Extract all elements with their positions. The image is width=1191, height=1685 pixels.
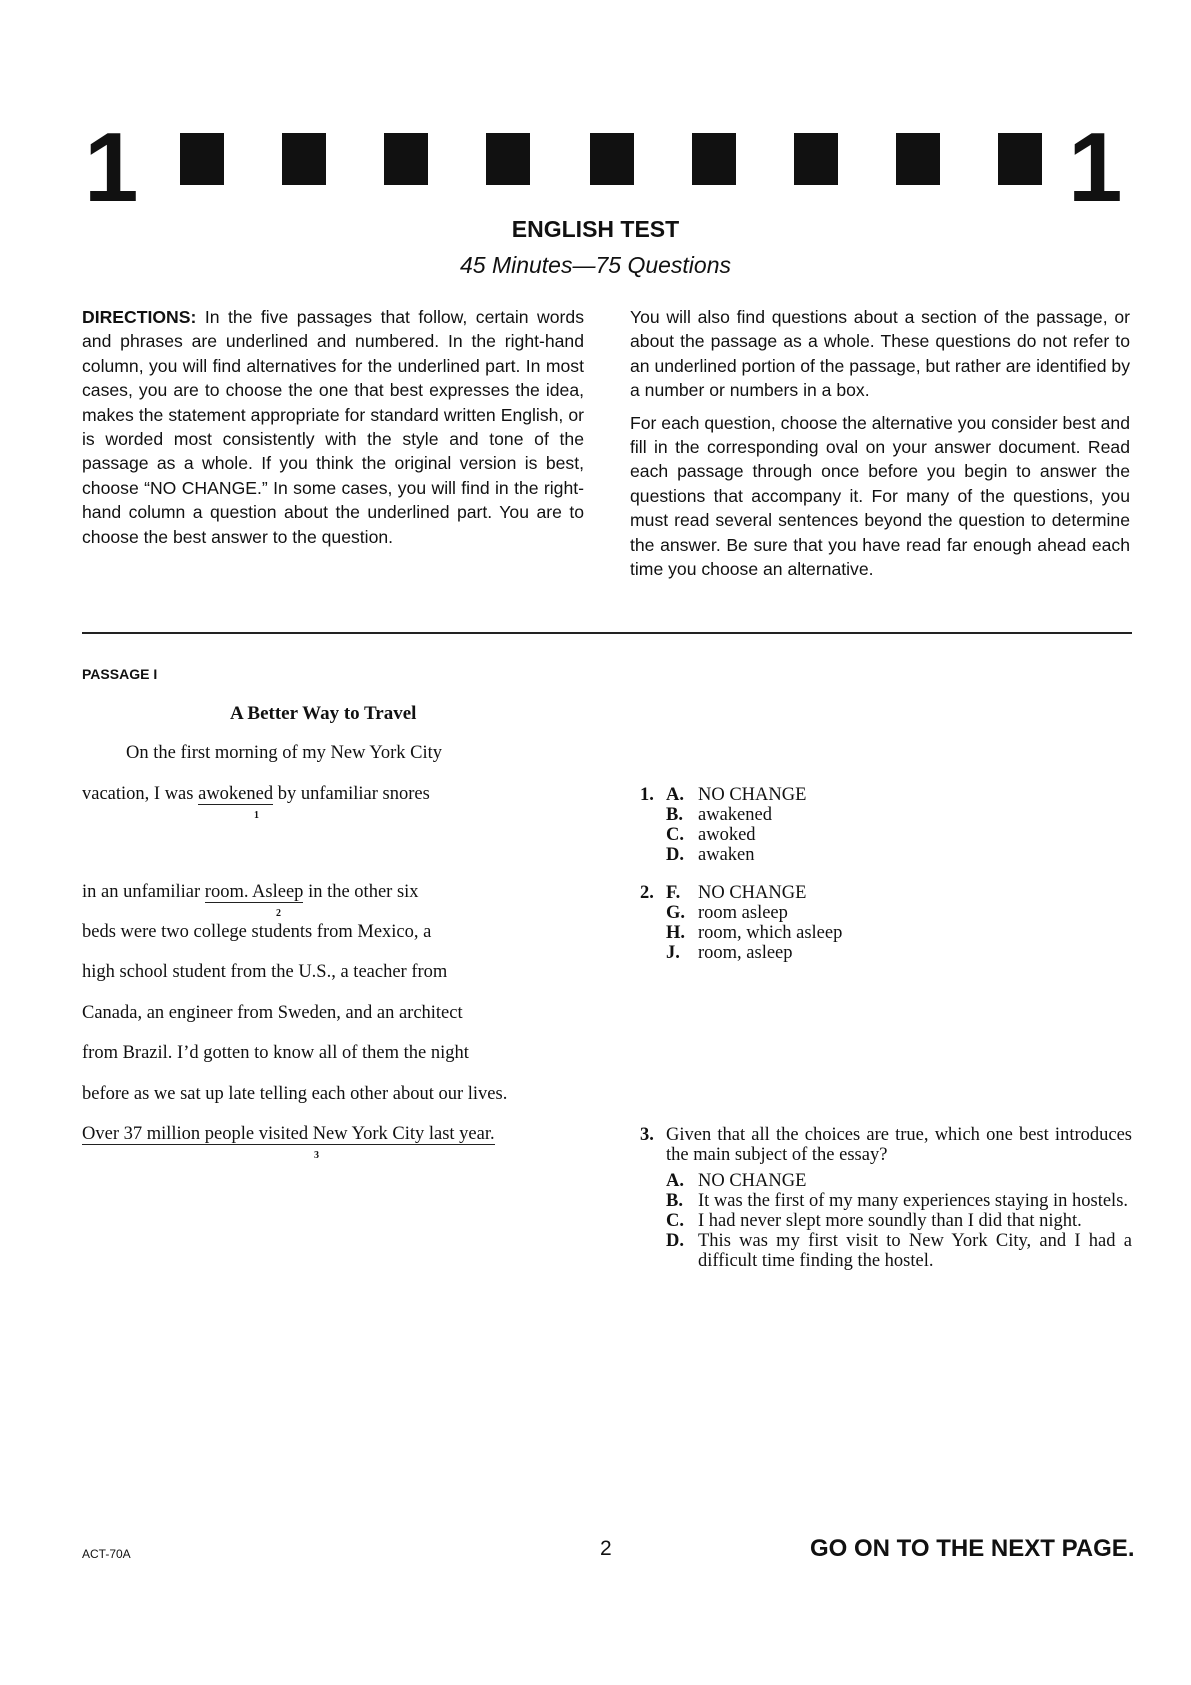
option-text: NO CHANGE bbox=[698, 883, 807, 903]
option-letter: D. bbox=[666, 845, 684, 865]
passage-line: Canada, an engineer from Sweden, and an architect bbox=[82, 1003, 463, 1023]
option-text: awakened bbox=[698, 805, 772, 825]
passage-line: before as we sat up late telling each other about our lives. bbox=[82, 1084, 508, 1104]
option-letter: C. bbox=[666, 1211, 684, 1231]
answer-option[interactable] bbox=[666, 883, 1130, 903]
passage-line: high school student from the U.S., a teacher from bbox=[82, 962, 448, 982]
directions-text: In the five passages that follow, certain words and phrases are underlined and numbered. In the right-hand column, you will find alternatives for the underlined part. In most cases, you are to choose the one that best expresses the idea, makes the statement appropriate for standard written English, or is worded most consistently with the style and tone of the passage as a whole. If you think the original version is best, choose “NO CHANGE.” In some cases, you will find in the right-hand column a question about the underlined part. You are to choose the best answer to the question. bbox=[82, 307, 584, 547]
underlined-portion-2: room. Asleep bbox=[204, 882, 304, 902]
underlined-portion-1: awokened bbox=[198, 784, 274, 804]
question-2 bbox=[640, 883, 1130, 963]
section-divider bbox=[82, 632, 1132, 634]
answer-option[interactable] bbox=[666, 943, 1130, 963]
directions-para: You will also find questions about a section of the passage, or about the passage as a whole. These questions do not refer to an underlined portion of the passage, but rather are identified by a number or numbers in a box. bbox=[630, 307, 1130, 401]
question-marker: 1 bbox=[254, 810, 259, 821]
option-text: room, which asleep bbox=[698, 923, 843, 943]
next-page-notice: GO ON TO THE NEXT PAGE. bbox=[810, 1535, 1135, 1562]
passage-text: in the other six bbox=[303, 882, 419, 902]
passage-line bbox=[82, 882, 419, 903]
test-title: ENGLISH TEST bbox=[511, 216, 680, 242]
header-square bbox=[486, 133, 530, 185]
passage-line bbox=[82, 784, 430, 805]
question-3 bbox=[640, 1125, 1132, 1271]
answer-option[interactable] bbox=[666, 1191, 1132, 1211]
section-number-left: 1 bbox=[84, 112, 139, 222]
passage-text: vacation, I was bbox=[82, 784, 199, 804]
answer-option[interactable] bbox=[666, 845, 1130, 865]
option-letter: J. bbox=[666, 943, 680, 963]
answer-option[interactable] bbox=[666, 1211, 1132, 1231]
form-code: ACT-70A bbox=[82, 1547, 131, 1561]
header-square bbox=[180, 133, 224, 185]
passage-label: PASSAGE I bbox=[82, 666, 158, 682]
option-text: awaken bbox=[698, 845, 755, 865]
question-stem: Given that all the choices are true, which one best introduces the main subject of the essay? bbox=[666, 1125, 1132, 1165]
header-square bbox=[692, 133, 736, 185]
page-number: 2 bbox=[600, 1537, 612, 1560]
answer-option[interactable] bbox=[666, 1231, 1132, 1271]
question-number: 2. bbox=[640, 883, 654, 903]
header-square bbox=[896, 133, 940, 185]
header-square bbox=[590, 133, 634, 185]
passage-line: On the first morning of my New York City bbox=[126, 743, 443, 763]
question-number: 3. bbox=[640, 1125, 654, 1145]
answer-option[interactable] bbox=[666, 805, 1130, 825]
option-text: NO CHANGE bbox=[698, 785, 807, 805]
option-text: This was my first visit to New York City, and I had a difficult time finding the hostel. bbox=[698, 1231, 1132, 1271]
option-letter: C. bbox=[666, 825, 684, 845]
option-text: NO CHANGE bbox=[698, 1171, 807, 1191]
option-text: room asleep bbox=[698, 903, 788, 923]
section-number-right: 1 bbox=[1068, 112, 1123, 222]
passage-text: by unfamiliar snores bbox=[273, 784, 430, 804]
directions-label: DIRECTIONS: bbox=[82, 307, 197, 327]
option-letter: F. bbox=[666, 883, 681, 903]
option-letter: G. bbox=[666, 903, 686, 923]
option-letter: A. bbox=[666, 1171, 684, 1191]
header-square bbox=[384, 133, 428, 185]
underlined-portion-3: Over 37 million people visited New York City last year. bbox=[82, 1124, 495, 1144]
header-square bbox=[998, 133, 1042, 185]
passage-text: in an unfamiliar bbox=[82, 882, 205, 902]
answer-option[interactable] bbox=[666, 785, 1130, 805]
option-letter: B. bbox=[666, 1191, 683, 1211]
question-number: 1. bbox=[640, 785, 654, 805]
answer-option[interactable] bbox=[666, 825, 1130, 845]
question-marker: 3 bbox=[314, 1150, 319, 1161]
directions-right bbox=[630, 305, 1130, 589]
option-text: It was the first of my many experiences staying in hostels. bbox=[698, 1191, 1129, 1211]
directions-left bbox=[82, 305, 584, 557]
option-letter: A. bbox=[666, 785, 684, 805]
passage-line: beds were two college students from Mexico, a bbox=[82, 922, 432, 942]
directions-para: For each question, choose the alternative you consider best and fill in the corresponding oval on your answer document. Read each passage through once before you begin to answer the questions that accompany it. For many of the questions, you must read several sentences beyond the question to determine the answer. Be sure that you have read far enough ahead each time you choose an alternative. bbox=[630, 412, 1130, 580]
passage-line bbox=[82, 1124, 495, 1145]
header-square bbox=[794, 133, 838, 185]
option-letter: B. bbox=[666, 805, 683, 825]
option-letter: H. bbox=[666, 923, 686, 943]
test-subtitle: 45 Minutes—75 Questions bbox=[459, 252, 732, 278]
option-letter: D. bbox=[666, 1231, 684, 1251]
passage-title: A Better Way to Travel bbox=[230, 703, 417, 724]
option-text: awoked bbox=[698, 825, 756, 845]
option-text: I had never slept more soundly than I did that night. bbox=[698, 1211, 1082, 1231]
question-1 bbox=[640, 785, 1130, 865]
answer-option[interactable] bbox=[666, 903, 1130, 923]
question-marker: 2 bbox=[276, 908, 281, 919]
passage-line: from Brazil. I’d gotten to know all of them the night bbox=[82, 1043, 469, 1063]
header-square bbox=[282, 133, 326, 185]
answer-option[interactable] bbox=[666, 1171, 1132, 1191]
option-text: room, asleep bbox=[698, 943, 793, 963]
answer-option[interactable] bbox=[666, 923, 1130, 943]
